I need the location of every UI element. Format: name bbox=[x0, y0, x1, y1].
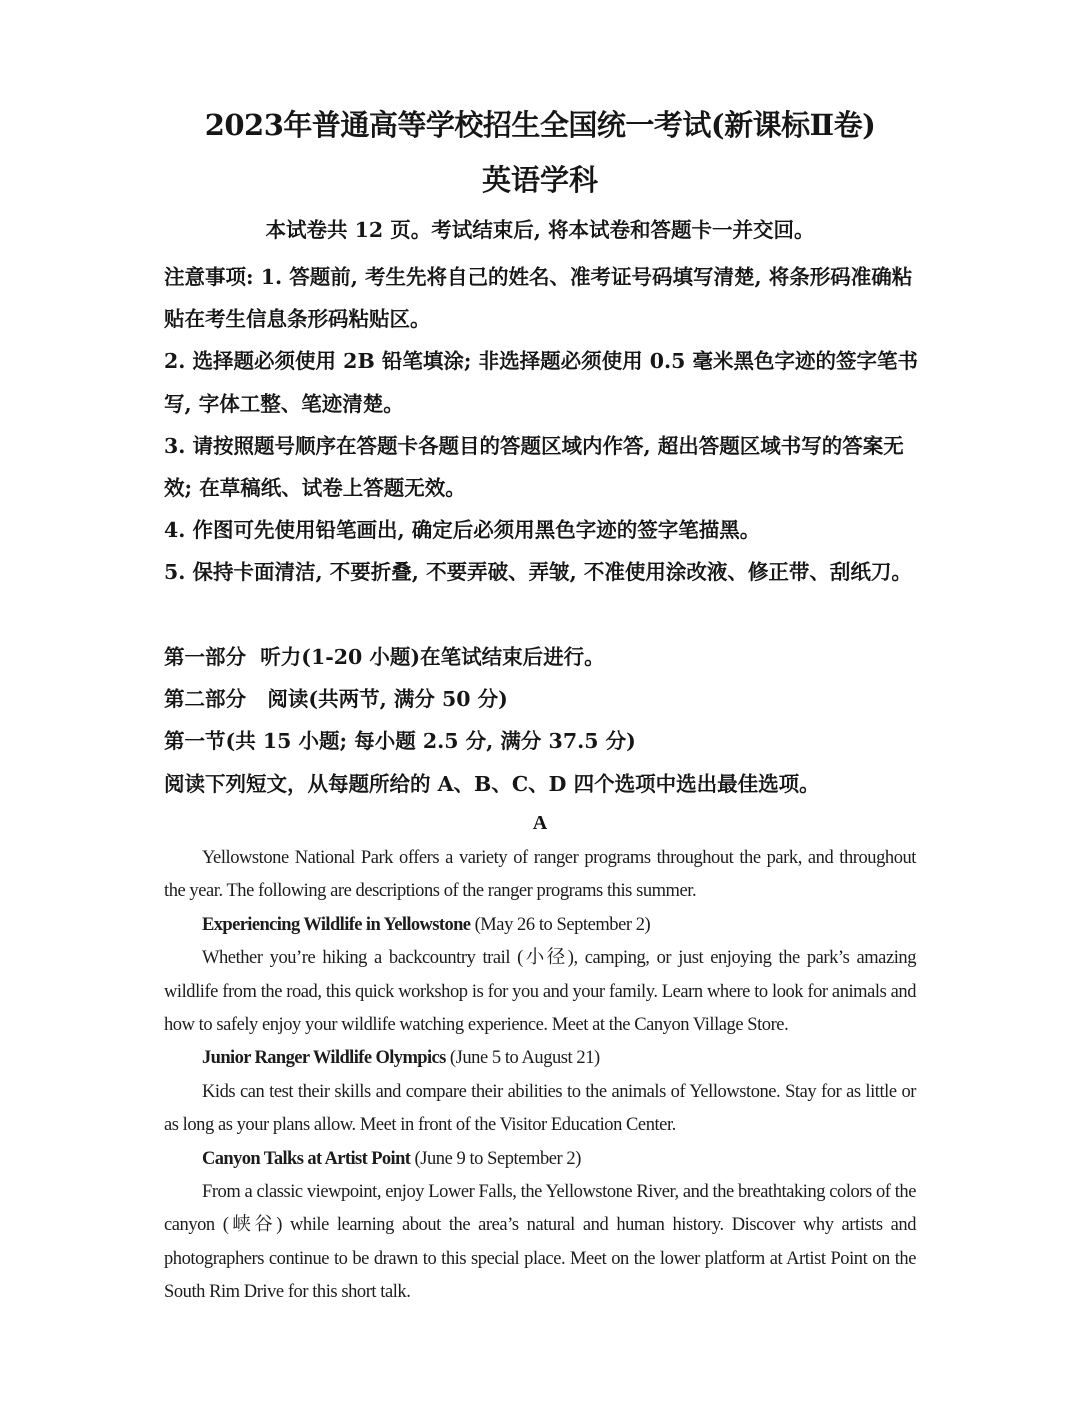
passage-body bbox=[164, 842, 916, 1310]
program-dates: (June 5 to August 21) bbox=[445, 1048, 600, 1069]
note-item: 4. 作图可先使用铅笔画出, 确定后必须用黑色字迹的签字笔描黑。 bbox=[164, 518, 761, 543]
program-name: Canyon Talks at Artist Point bbox=[202, 1148, 411, 1169]
note-item: 注意事项: 1. 答题前, 考生先将自己的姓名、准考证号码填写清楚, 将条形码准确粘贴在考生信息条形码粘贴区。 bbox=[164, 265, 913, 332]
exam-subject: 英语学科 bbox=[481, 163, 598, 197]
program-heading bbox=[164, 1143, 916, 1176]
note-item: 2. 选择题必须使用 2B 铅笔填涂; 非选择题必须使用 0.5 毫米黑色字迹的签字笔书写, 字体工整、笔迹清楚。 bbox=[164, 349, 919, 416]
program-name: Experiencing Wildlife in Yellowstone bbox=[202, 914, 471, 935]
program-name: Junior Ranger Wildlife Olympics bbox=[202, 1048, 446, 1069]
program-description: Kids can test their skills and compare their abilities to the animals of Yellowstone. Stay for as little or as long as your plans allow. Meet in front of the Visitor Education Center. bbox=[164, 1081, 916, 1136]
exam-notes bbox=[164, 256, 924, 594]
program-dates: (May 26 to September 2) bbox=[470, 914, 651, 935]
program-description: From a classic viewpoint, enjoy Lower Falls, the Yellowstone River, and the breathtaking colors of the canyon (峡谷) while learning about the area’s natural and human history. Discover why artists and photographers continue to be drawn to this special place. Meet on the lower platform at Artist Point on the South Rim Drive for this short talk. bbox=[164, 1182, 916, 1303]
section-part1: 第一部分 听力(1-20 小题)在笔试结束后进行。 bbox=[164, 645, 605, 669]
passage-letter: A bbox=[532, 812, 548, 834]
exam-sections bbox=[164, 636, 924, 805]
section-section1: 第一节(共 15 小题; 每小题 2.5 分, 满分 37.5 分) bbox=[164, 729, 636, 754]
passage-intro: Yellowstone National Park offers a variety of ranger programs throughout the park, and throughout the year. The following are descriptions of the ranger programs this summer. bbox=[164, 848, 916, 902]
section-part2: 第二部分 阅读(共两节, 满分 50 分) bbox=[164, 687, 508, 712]
program-description: Whether you’re hiking a backcountry trail (小径), camping, or just enjoying the park’s amazing wildlife from the road, this quick workshop is for you and your family. Learn where to look for animals and how to safely enjoy your wildlife watching experience. Meet at the Canyon Village Store. bbox=[164, 948, 916, 1036]
note-item: 3. 请按照题号顺序在答题卡各题目的答题区域内作答, 超出答题区域书写的答案无效; 在草稿纸、试卷上答题无效。 bbox=[164, 433, 904, 501]
note-item: 5. 保持卡面清洁, 不要折叠, 不要弄破、弄皱, 不准使用涂改液、修正带、刮纸刀。 bbox=[164, 560, 912, 585]
exam-title: 2023年普通高等学校招生全国统一考试(新课标Ⅱ卷) bbox=[204, 108, 876, 142]
program-dates: (June 9 to September 2) bbox=[410, 1148, 581, 1169]
exam-intro: 本试卷共 12 页。考试结束后, 将本试卷和答题卡一并交回。 bbox=[265, 218, 815, 242]
section-instruction: 阅读下列短文，从每题所给的 A、B、C、D 四个选项中选出最佳选项。 bbox=[164, 771, 820, 796]
program-heading bbox=[164, 1042, 916, 1075]
program-heading bbox=[164, 909, 916, 942]
